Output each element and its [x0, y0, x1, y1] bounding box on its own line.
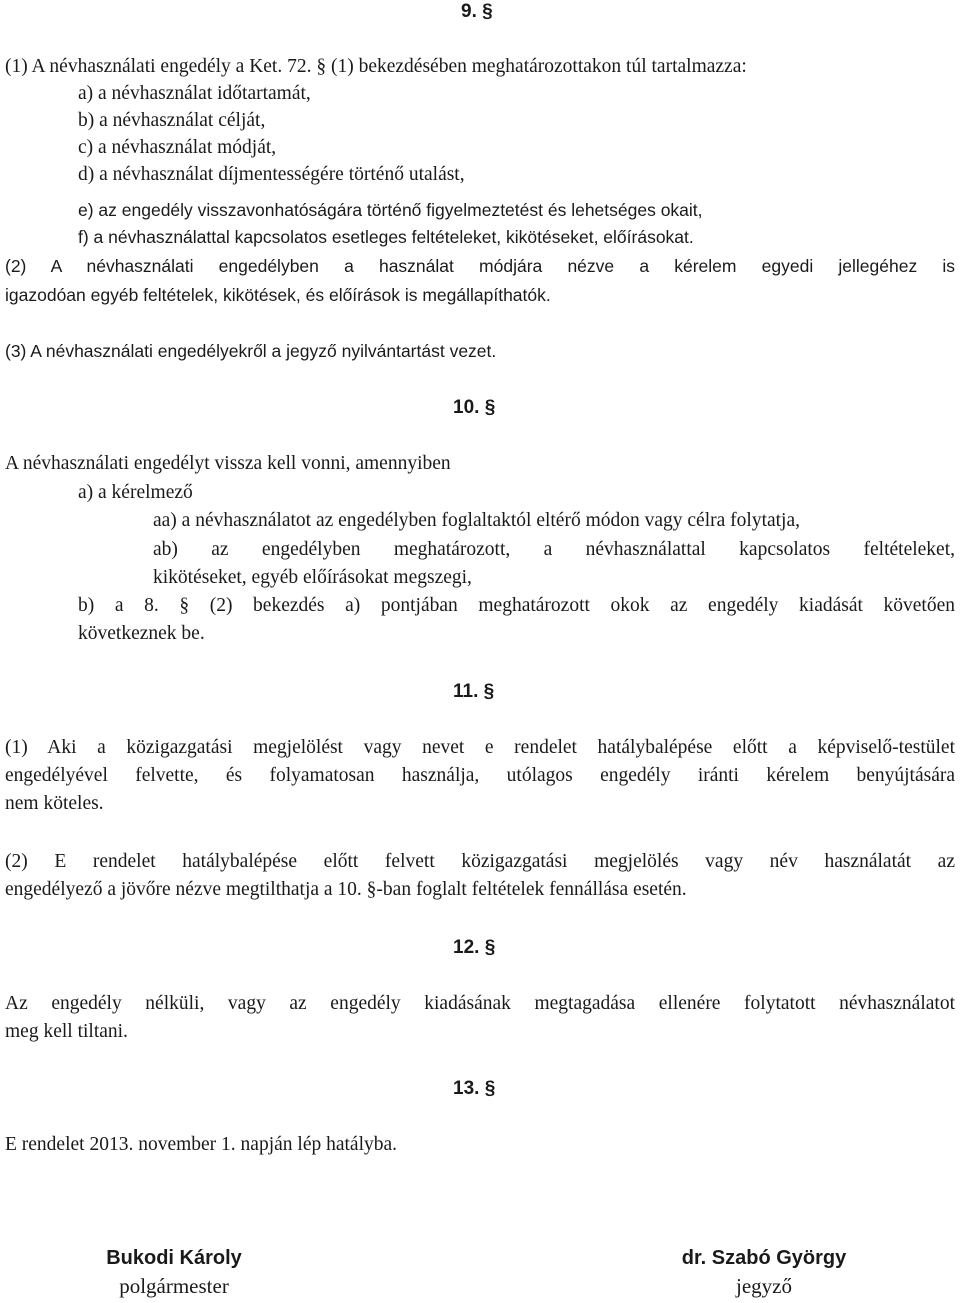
section-11-paragraph-2-line-1: (2) E rendelet hatálybalépése előtt felvett közigazgatási megjelölés vagy név használatát az: [5, 851, 955, 872]
section-12-paragraph-line-1: Az engedély nélküli, vagy az engedély kiadásának megtagadása ellenére folytatott névhasználatot: [5, 993, 955, 1014]
list-item-aa: aa) a névhasználatot az engedélyben foglaltaktól eltérő módon vagy célra folytatja,: [153, 510, 801, 531]
section-9-paragraph-2-line-2: igazodóan egyéb feltételek, kikötések, és előírások is megállapíthatók.: [5, 285, 551, 305]
section-9-paragraph-3: (3) A névhasználati engedélyekről a jegyző nyilvántartást vezet.: [5, 341, 497, 361]
section-13-paragraph: E rendelet 2013. november 1. napján lép hatályba.: [5, 1134, 398, 1155]
list-item-b: b) a névhasználat célját,: [78, 110, 266, 131]
signature-role-notary: jegyző: [736, 1274, 792, 1298]
list-item-c: c) a névhasználat módját,: [78, 137, 277, 158]
section-11-paragraph-1-line-3: nem köteles.: [5, 793, 104, 814]
list-item-a: a) a névhasználat időtartamát,: [78, 83, 311, 104]
section-9-paragraph-2-line-1: (2) A névhasználati engedélyben a használat módjára nézve a kérelem egyedi jellegéhez is: [5, 256, 955, 276]
list-item-b-line-1: b) a 8. § (2) bekezdés a) pontjában meghatározott okok az engedély kiadását követően: [78, 595, 955, 616]
list-item-e: e) az engedély visszavonhatóságára történő figyelmeztetést és lehetséges okait,: [78, 200, 703, 220]
section-12-header: 12. §: [453, 937, 496, 958]
list-item-ab-line-2: kikötéseket, egyéb előírásokat megszegi,: [153, 567, 472, 588]
section-10-intro: A névhasználati engedélyt vissza kell vonni, amennyiben: [5, 453, 451, 474]
section-12-paragraph-line-2: meg kell tiltani.: [5, 1021, 128, 1042]
section-9-paragraph-1: (1) A névhasználati engedély a Ket. 72. § (1) bekezdésében meghatározottakon túl tartalmazza:: [5, 56, 747, 77]
section-13-header: 13. §: [453, 1078, 496, 1099]
section-9-header: 9. §: [461, 1, 493, 22]
list-item-a: a) a kérelmező: [78, 482, 193, 503]
list-item-d: d) a névhasználat díjmentességére történő utalást,: [78, 164, 465, 185]
section-10-header: 10. §: [453, 397, 496, 418]
section-11-paragraph-2-line-2: engedélyező a jövőre nézve megtilthatja a 10. §-ban foglalt feltételek fennállása esetén.: [5, 879, 687, 900]
list-item-f: f) a névhasználattal kapcsolatos esetleges feltételeket, kikötéseket, előírásokat.: [78, 227, 694, 247]
list-item-b-line-2: következnek be.: [78, 623, 205, 644]
section-11-paragraph-1-line-1: (1) Aki a közigazgatási megjelölést vagy nevet e rendelet hatálybalépése előtt a képviselő-testület: [5, 737, 955, 758]
list-item-ab-line-1: ab) az engedélyben meghatározott, a névhasználattal kapcsolatos feltételeket,: [153, 539, 955, 560]
section-11-paragraph-1-line-2: engedélyével felvette, és folyamatosan használja, utólagos engedély iránti kérelem benyújtására: [5, 765, 955, 786]
signature-name-notary: dr. Szabó György: [681, 1247, 847, 1269]
section-11-header: 11. §: [453, 681, 495, 702]
signature-role-mayor: polgármester: [119, 1274, 229, 1298]
signature-name-mayor: Bukodi Károly: [106, 1247, 242, 1269]
